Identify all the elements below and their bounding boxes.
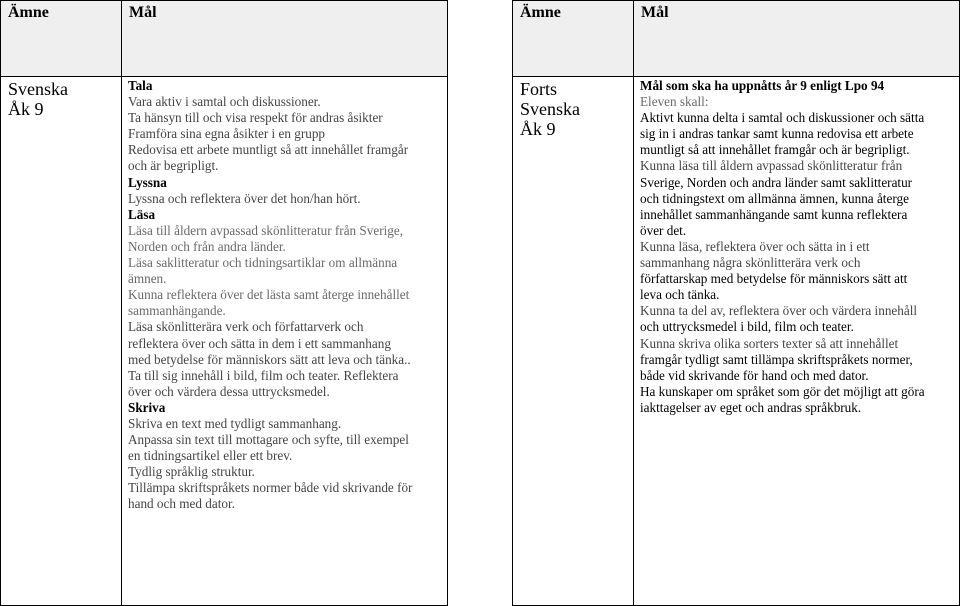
table-header-row xyxy=(513,1,959,77)
right-goals-table xyxy=(512,0,960,606)
goal-heading-line: Mål som ska ha uppnåtts år 9 enligt Lpo 94 xyxy=(640,78,885,93)
goal-text-line: Kunna skriva olika sorters texter så att innehållet xyxy=(640,335,899,351)
goal-heading-line: Skriva xyxy=(128,399,166,415)
goal-heading-line: och uttrycksmedel i bild, film och teater. xyxy=(640,319,854,335)
goal-heading-line: Läsa xyxy=(128,206,156,222)
subject-line: Svenska xyxy=(520,99,580,119)
header-goal: Mål xyxy=(129,4,157,21)
goal-text-line: Skriva en text med tydligt sammanhang. xyxy=(128,415,342,431)
goal-text-line: Vara aktiv i samtal och diskussioner. xyxy=(128,94,321,110)
goal-text-line: Kunna reflektera över det lästa samt återge innehållet xyxy=(128,287,410,303)
goal-text-line: Läsa till åldern avpassad skönlitteratur från Sverige, xyxy=(128,222,404,238)
goal-text-line: Redovisa ett arbete muntligt så att innehållet framgår xyxy=(128,142,409,158)
goals-cell xyxy=(122,76,447,605)
subject-line: Svenska xyxy=(8,79,68,99)
header-subject: Ämne xyxy=(1,1,122,76)
goal-text-line: Norden och från andra länder. xyxy=(128,238,286,254)
goal-text-line: Eleven skall: xyxy=(640,94,709,110)
goal-text-line: Anpassa sin text till mottagare och syfte, till exempel xyxy=(128,432,409,448)
table-body-row xyxy=(513,76,959,605)
goals-cell xyxy=(634,76,959,605)
table-header-row xyxy=(1,1,447,77)
goal-text-line: Ta till sig innehåll i bild, film och teater. Reflektera xyxy=(128,367,399,383)
goal-heading-line: iakttagelser av eget och andras språkbruk. xyxy=(640,399,862,415)
goal-heading-line: Sverige, Norden och andra länder samt saklitteratur xyxy=(640,174,913,190)
goal-text-line: Läsa skönlitterära verk och författarverk och xyxy=(128,319,364,335)
goal-text-line: en tidningsartikel eller ett brev. xyxy=(128,448,293,464)
goal-text-line: hand och med dator. xyxy=(128,496,235,512)
header-goal: Mål xyxy=(641,4,669,21)
goal-heading-line: sig in i andras tankar samt kunna redovisa ett arbete xyxy=(640,126,914,142)
goal-heading-line: Ha kunskaper om språket som gör det möjligt att göra xyxy=(640,383,925,399)
goal-heading-line: innehållet sammanhängande samt kunna reflektera xyxy=(640,206,908,222)
goal-heading-line: leva och tänka. xyxy=(640,287,720,303)
goal-heading-line: författarskap med betydelse för människors sätt att xyxy=(640,271,908,287)
goal-text-line: sammanhang några skönlitterära verk och xyxy=(640,255,861,271)
table-body-row xyxy=(1,76,447,605)
goal-heading-line: framgår tydligt samt tillämpa skriftspråkets normer, xyxy=(640,351,913,367)
goal-text-line: Tydlig språklig struktur. xyxy=(128,464,255,480)
goal-heading-line: både vid skrivande för hand och med dator. xyxy=(640,367,869,383)
subject-cell xyxy=(513,76,634,605)
header-subject: Ämne xyxy=(513,1,634,76)
goal-text-line: Läsa saklitteratur och tidningsartiklar om allmänna xyxy=(128,255,398,271)
goal-heading-line: Aktivt kunna delta i samtal och diskussioner och sätta xyxy=(640,110,925,126)
goal-heading-line: Lyssna xyxy=(128,174,167,190)
goal-text-line: reflektera över och sätta in dem i ett sammanhang xyxy=(128,335,391,351)
goal-heading-line: Tala xyxy=(128,78,153,93)
left-goals-table xyxy=(0,0,448,606)
goal-text-line: över och värdera dessa uttrycksmedel. xyxy=(128,383,330,399)
goal-text-line: ämnen. xyxy=(128,271,167,287)
goal-text-line: med betydelse för människors sätt att leva och tänka.. xyxy=(128,351,411,367)
subject-cell xyxy=(1,76,122,605)
goal-text-line: Kunna ta del av, reflektera över och värdera innehåll xyxy=(640,303,918,319)
goal-text-line: och är begripligt. xyxy=(128,158,219,174)
goal-text-line: Framföra sina egna åsikter i en grupp xyxy=(128,126,326,142)
subject-line: Forts xyxy=(520,79,558,99)
goal-text-line: Kunna läsa till åldern avpassad skönlitteratur från xyxy=(640,158,903,174)
goal-text-line: Kunna läsa, reflektera över och sätta in i ett xyxy=(640,238,870,254)
goal-heading-line: muntligt så att innehållet framgår och är begripligt. xyxy=(640,142,910,158)
goal-heading-line: och tidningstext om allmänna ämnen, kunna återge xyxy=(640,190,909,206)
goal-heading-line: över det. xyxy=(640,222,687,238)
goal-text-line: sammanhängande. xyxy=(128,303,226,319)
goal-text-line: Ta hänsyn till och visa respekt för andras åsikter xyxy=(128,110,383,126)
subject-line: Åk 9 xyxy=(8,99,44,119)
goal-text-line: Tillämpa skriftspråkets normer både vid skrivande för xyxy=(128,480,413,496)
goal-text-line: Lyssna och reflektera över det hon/han hört. xyxy=(128,190,361,206)
subject-line: Åk 9 xyxy=(520,119,556,139)
